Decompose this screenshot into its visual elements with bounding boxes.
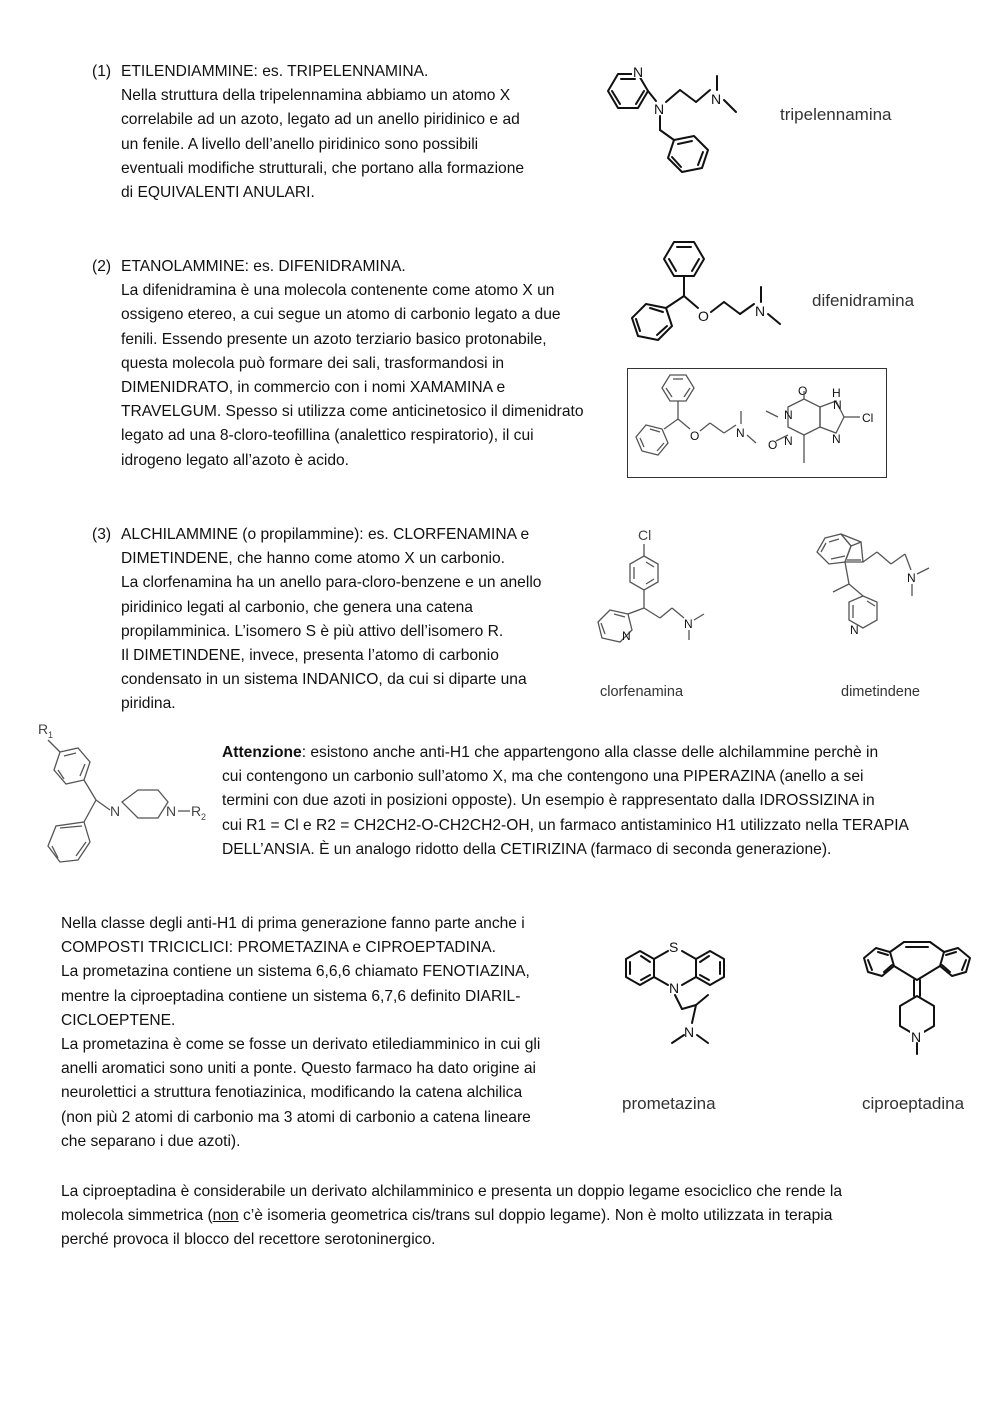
text-line: (non più 2 atomi di carbonio ma 3 atomi di carbonio a catena lineare — [61, 1108, 531, 1126]
svg-text:Cl: Cl — [638, 527, 652, 543]
text-line: questa molecola può formare dei sali, trasformandosi in — [121, 354, 505, 372]
text-line: TRAVELGUM. Spesso si utilizza come anticinetosico il dimenidrato — [121, 403, 584, 421]
svg-text:R: R — [191, 803, 202, 819]
dimenidrato-box — [627, 368, 887, 478]
text-line: neurolettici a struttura fenotiazinica, modificando la catena alchilica — [61, 1084, 523, 1102]
difenidramina-label: difenidramina — [812, 291, 915, 310]
attention-bold: Attenzione — [222, 744, 302, 761]
svg-text:N: N — [833, 398, 842, 412]
svg-text:R: R — [38, 721, 49, 737]
svg-text:O: O — [798, 384, 808, 398]
svg-text:N: N — [110, 803, 121, 819]
prometazina-structure — [620, 935, 740, 1060]
dimetindene-structure — [805, 530, 945, 655]
ciproeptadina-structure — [858, 930, 978, 1065]
svg-text:N: N — [784, 408, 793, 422]
text-line: La prometazina è come se fosse un derivato etilediamminico in cui gli — [61, 1036, 541, 1054]
text-line: cui contengono un carbonio sull’atomo X, ma che contengono una PIPERAZINA (anello a sei — [222, 768, 864, 786]
clorfenamina-structure — [590, 526, 720, 661]
text-line: mentre la ciproeptadina contiene un sistema 6,7,6 definito DIARIL- — [61, 987, 521, 1005]
text-line: ETILENDIAMMINE: es. TRIPELENNAMINA. — [121, 63, 429, 80]
svg-text:N: N — [684, 1024, 695, 1040]
attention-first-rest: : esistono anche anti-H1 che appartengono alla classe delle alchilammine perchè in — [301, 744, 879, 761]
text-line: anelli aromatici sono uniti a ponte. Questo farmaco ha dato origine ai — [61, 1060, 537, 1078]
text-line: termini con due azoti in posizioni opposte). Un esempio è rappresentato dalla IDROSSIZINA in — [222, 792, 875, 810]
text-fragment: molecola simmetrica ( — [61, 1207, 213, 1225]
tripelennamina-label: tripelennamina — [780, 105, 892, 124]
ciproeptadina-label: ciproeptadina — [862, 1094, 965, 1113]
text-line: Il DIMETINDENE, invece, presenta l’atomo di carbonio — [121, 647, 499, 665]
text-line: DIMENIDRATO, in commercio con i nomi XAMAMINA e — [121, 379, 506, 397]
svg-text:N: N — [166, 803, 177, 819]
svg-text:N: N — [907, 571, 916, 585]
text-line: un fenile. A livello dell’anello piridinico sono possibili — [121, 135, 479, 153]
svg-text:N: N — [755, 303, 766, 319]
text-line: che separano i due azoti). — [61, 1132, 241, 1150]
text-line: CICLOEPTENE. — [61, 1011, 176, 1029]
attention-text — [222, 741, 962, 862]
text-line: ossigeno etereo, a cui segue un atomo di carbonio legato a due — [121, 306, 561, 324]
text-line: Nella classe degli anti-H1 di prima generazione fanno parte anche i — [61, 915, 525, 932]
text-line: COMPOSTI TRICICLICI: PROMETAZINA e CIPROEPTADINA. — [61, 939, 496, 957]
text-line: ETANOLAMMINE: es. DIFENIDRAMINA. — [121, 258, 406, 275]
svg-text:N: N — [736, 426, 745, 440]
text-line: La prometazina contiene un sistema 6,6,6 chiamato FENOTIAZINA, — [61, 963, 530, 981]
tripelennamina-structure — [596, 60, 756, 185]
text-line: legato ad una 8-cloro-teofillina (analettico respiratorio), il cui — [121, 427, 534, 445]
section-1-number: (1) — [92, 63, 112, 80]
svg-text:S: S — [669, 939, 679, 955]
svg-text:H: H — [832, 386, 841, 400]
text-line — [222, 741, 962, 765]
svg-text:N: N — [832, 432, 841, 446]
section-3-number: (3) — [92, 526, 112, 543]
text-line: fenili. Essendo presente un azoto terziario basico protonabile, — [121, 330, 547, 348]
section-2-number: (2) — [92, 258, 112, 275]
text-line: eventuali modifiche strutturali, che portano alla formazione — [121, 159, 525, 177]
text-line: idrogeno legato all’azoto è acido. — [121, 451, 350, 469]
section-3-text — [92, 523, 592, 717]
svg-text:N: N — [633, 64, 644, 80]
text-line: La ciproeptadina è considerabile un derivato alchilamminico e presenta un doppio legame esociclico che rende la — [61, 1183, 843, 1200]
svg-text:N: N — [850, 623, 859, 637]
prometazina-label: prometazina — [622, 1094, 716, 1113]
dimetindene-label: dimetindene — [841, 684, 920, 700]
text-line: piridinico legati al carbonio, che genera una catena — [121, 598, 473, 616]
text-line: cui R1 = Cl e R2 = CH2CH2-O-CH2CH2-OH, un farmaco antistaminico H1 utilizzato nella TERAPIA — [222, 816, 909, 834]
svg-text:N: N — [711, 91, 722, 107]
svg-text:N: N — [684, 617, 693, 631]
svg-text:Cl: Cl — [862, 411, 874, 425]
text-fragment: c’è isomeria geometrica cis/trans sul doppio legame). Non è molto utilizzata in terapia — [238, 1207, 833, 1225]
svg-text:N: N — [911, 1029, 922, 1045]
text-line: Nella struttura della tripelennamina abbiamo un atomo X — [121, 87, 511, 105]
text-line: DIMETINDENE, che hanno come atomo X un carbonio. — [121, 550, 505, 568]
svg-text:N: N — [622, 629, 631, 643]
text-line: di EQUIVALENTI ANULARI. — [121, 184, 315, 202]
text-line: perché provoca il blocco del recettore serotoninergico. — [61, 1231, 436, 1249]
svg-text:O: O — [698, 308, 709, 324]
text-line — [61, 1204, 961, 1228]
svg-text:O: O — [690, 429, 700, 443]
svg-text:2: 2 — [201, 812, 207, 822]
piperazine-generic-structure — [34, 718, 214, 891]
final-paragraph — [61, 1180, 961, 1253]
underlined-word: non — [212, 1207, 239, 1225]
text-line: condensato in un sistema INDANICO, da cui si diparte una — [121, 671, 527, 689]
text-line: correlabile ad un azoto, legato ad un anello piridinico e ad — [121, 111, 520, 129]
section-2-text — [92, 255, 612, 473]
clorfenamina-label: clorfenamina — [600, 684, 684, 700]
text-line: DELL’ANSIA. È un analogo ridotto della CETIRIZINA (farmaco di seconda generazione). — [222, 840, 832, 858]
difenidramina-structure — [620, 232, 790, 357]
text-line: propilamminica. L’isomero S è più attivo dell’isomero R. — [121, 622, 504, 640]
section-1-text — [92, 60, 592, 205]
svg-text:N: N — [784, 434, 793, 448]
text-line: La clorfenamina ha un anello para-cloro-benzene e un anello — [121, 574, 542, 592]
svg-text:1: 1 — [48, 730, 54, 740]
svg-text:N: N — [654, 101, 665, 117]
text-line: piridina. — [121, 695, 176, 713]
text-line: ALCHILAMMINE (o propilammine): es. CLORFENAMINA e — [121, 526, 530, 543]
svg-text:O: O — [768, 438, 778, 452]
svg-text:N: N — [669, 980, 680, 996]
text-line: La difenidramina è una molecola contenente come atomo X un — [121, 282, 555, 300]
tricyclic-text — [61, 912, 601, 1154]
